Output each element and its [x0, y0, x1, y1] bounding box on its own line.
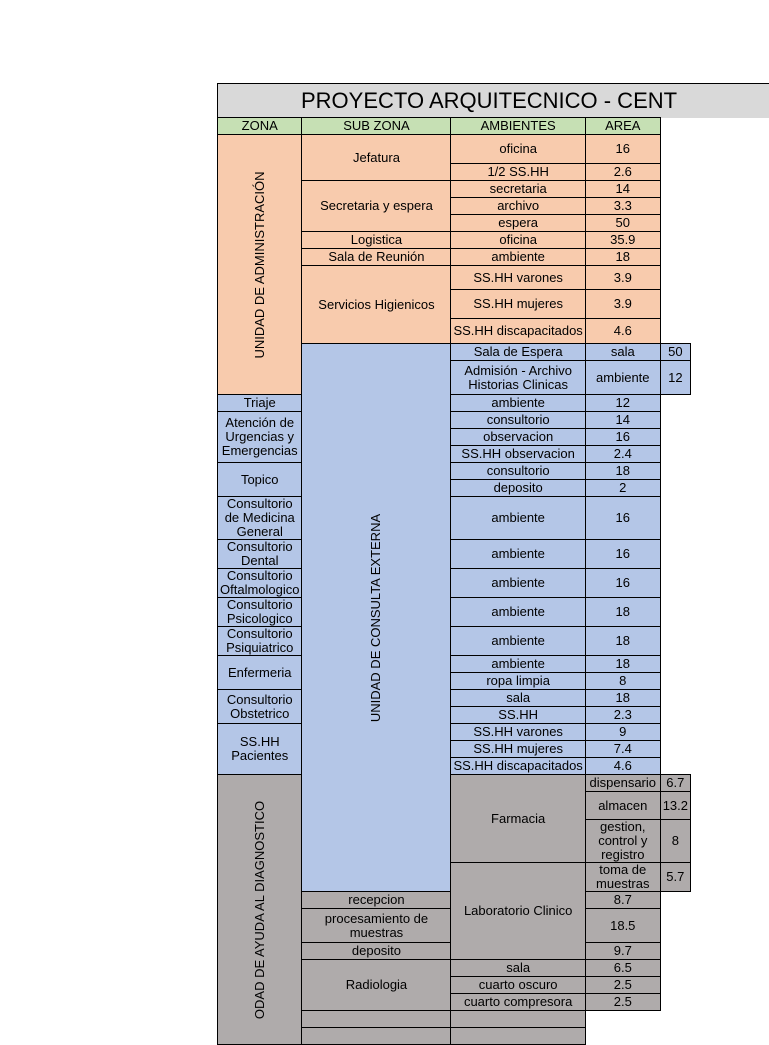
sub-zone-cell: Servicios Higienicos [302, 266, 451, 344]
zone-cell [218, 775, 302, 1045]
zone-cell [218, 135, 302, 395]
sub-zone-cell: Consultorio de Medicina General [218, 497, 302, 540]
sub-zone-cell: Consultorio Dental [218, 540, 302, 569]
ambiente-cell: SS.HH mujeres [451, 741, 585, 758]
area-cell: 4.6 [585, 319, 660, 344]
sub-zone-cell: Sala de Reunión [302, 249, 451, 266]
table-row [218, 569, 691, 598]
area-cell: 2.3 [585, 707, 660, 724]
ambiente-cell: sala [451, 690, 585, 707]
ambiente-cell: SS.HH discapacitados [451, 319, 585, 344]
sub-zone-cell: SS.HH Pacientes [218, 724, 302, 775]
table-row [218, 395, 691, 412]
table-row [218, 627, 691, 656]
ambiente-cell: 1/2 SS.HH [451, 164, 585, 181]
area-cell: 6.5 [585, 960, 660, 977]
areas-table [217, 117, 691, 1045]
ambiente-cell: gestion, control y registro [585, 820, 660, 863]
sub-zone-cell: Triaje [218, 395, 302, 412]
sub-zone-cell: Admisión - Archivo Historias Clinicas [451, 361, 585, 395]
area-cell: 18.5 [585, 909, 660, 943]
ambiente-cell: oficina [451, 135, 585, 164]
ambiente-cell [302, 1011, 451, 1028]
table-row [218, 690, 691, 707]
ambiente-cell: SS.HH varones [451, 266, 585, 290]
ambiente-cell: consultorio [451, 412, 585, 429]
ambiente-cell: oficina [451, 232, 585, 249]
area-cell: 18 [585, 598, 660, 627]
area-cell: 2.5 [585, 977, 660, 994]
zone-label: UNIDAD DE ADMINISTRACIÓN [251, 170, 267, 359]
area-cell: 13.2 [660, 792, 690, 820]
area-cell: 16 [585, 540, 660, 569]
area-cell: 9 [585, 724, 660, 741]
table-row [218, 463, 691, 480]
sub-zone-cell: Enfermeria [218, 656, 302, 690]
table-row [218, 775, 691, 792]
table-row [218, 497, 691, 540]
sub-zone-cell: Laboratorio Clinico [451, 863, 585, 960]
header-row [218, 118, 691, 135]
sub-zone-cell: Jefatura [302, 135, 451, 181]
ambiente-cell: sala [451, 960, 585, 977]
header-area: AREA [585, 118, 660, 135]
ambiente-cell: toma de muestras [585, 863, 660, 892]
ambiente-cell: ambiente [451, 395, 585, 412]
area-cell: 16 [585, 569, 660, 598]
area-cell: 12 [585, 395, 660, 412]
sub-zone-cell: Consultorio Psiquiatrico [218, 627, 302, 656]
zone-cell [302, 344, 451, 892]
ambiente-cell: ambiente [585, 361, 660, 395]
sub-zone-cell: Radiologia [302, 960, 451, 1011]
table-row [218, 135, 691, 164]
table-row [218, 598, 691, 627]
ambiente-cell: procesamiento de muestras [302, 909, 451, 943]
ambiente-cell: ambiente [451, 598, 585, 627]
ambiente-cell: SS.HH [451, 707, 585, 724]
area-cell: 16 [585, 135, 660, 164]
ambiente-cell: SS.HH discapacitados [451, 758, 585, 775]
zone-label: ODAD DE AYUDA AL DIAGNOSTICO [251, 800, 267, 1019]
ambiente-cell: ambiente [451, 497, 585, 540]
sub-zone-cell: Consultorio Oftalmologico [218, 569, 302, 598]
area-cell: 14 [585, 412, 660, 429]
area-cell: 4.6 [585, 758, 660, 775]
ambiente-cell: deposito [302, 943, 451, 960]
header-ambientes: AMBIENTES [451, 118, 585, 135]
header-sub-zona: SUB ZONA [302, 118, 451, 135]
sub-zone-cell: Topico [218, 463, 302, 497]
ambiente-cell: recepcion [302, 892, 451, 909]
zone-label: UNIDAD DE CONSULTA EXTERNA [368, 513, 384, 722]
table-row [218, 412, 691, 429]
area-cell: 3.9 [585, 266, 660, 290]
ambiente-cell: ambiente [451, 540, 585, 569]
area-cell [451, 1028, 585, 1045]
ambiente-cell: secretaria [451, 181, 585, 198]
area-cell: 16 [585, 497, 660, 540]
area-cell: 8.7 [585, 892, 660, 909]
ambiente-cell: archivo [451, 198, 585, 215]
ambiente-cell: cuarto compresora [451, 994, 585, 1011]
ambiente-cell: ropa limpia [451, 673, 585, 690]
spreadsheet-area [217, 83, 691, 1019]
area-cell: 18 [585, 627, 660, 656]
area-cell: 2 [585, 480, 660, 497]
area-cell: 50 [585, 215, 660, 232]
table-row [218, 724, 691, 741]
area-cell: 7.4 [585, 741, 660, 758]
table-row [218, 656, 691, 673]
table-body [218, 135, 691, 1045]
ambiente-cell: sala [585, 344, 660, 361]
ambiente-cell: deposito [451, 480, 585, 497]
area-cell: 8 [660, 820, 690, 863]
ambiente-cell: consultorio [451, 463, 585, 480]
ambiente-cell: ambiente [451, 249, 585, 266]
ambiente-cell [302, 1028, 451, 1045]
area-cell: 3.9 [585, 290, 660, 319]
ambiente-cell: SS.HH observacion [451, 446, 585, 463]
area-cell: 18 [585, 690, 660, 707]
ambiente-cell: dispensario [585, 775, 660, 792]
ambiente-cell: espera [451, 215, 585, 232]
area-cell: 12 [660, 361, 690, 395]
ambiente-cell: ambiente [451, 656, 585, 673]
sub-zone-cell: Consultorio Psicologico [218, 598, 302, 627]
ambiente-cell: ambiente [451, 569, 585, 598]
ambiente-cell: SS.HH varones [451, 724, 585, 741]
sheet-title: PROYECTO ARQUITECNICO - CENT [301, 88, 678, 113]
ambiente-cell: observacion [451, 429, 585, 446]
area-cell: 50 [660, 344, 690, 361]
header-zona: ZONA [218, 118, 302, 135]
area-cell: 35.9 [585, 232, 660, 249]
ambiente-cell: ambiente [451, 627, 585, 656]
ambiente-cell: almacen [585, 792, 660, 820]
sub-zone-cell: Sala de Espera [451, 344, 585, 361]
sub-zone-cell: Logistica [302, 232, 451, 249]
area-cell: 2.4 [585, 446, 660, 463]
area-cell: 8 [585, 673, 660, 690]
area-cell: 14 [585, 181, 660, 198]
area-cell: 6.7 [660, 775, 690, 792]
area-cell [451, 1011, 585, 1028]
sub-zone-cell: Farmacia [451, 775, 585, 863]
area-cell: 18 [585, 656, 660, 673]
area-cell: 18 [585, 463, 660, 480]
area-cell: 9.7 [585, 943, 660, 960]
area-cell: 5.7 [660, 863, 690, 892]
table-row [218, 540, 691, 569]
sub-zone-cell: Atención de Urgencias y Emergencias [218, 412, 302, 463]
ambiente-cell: SS.HH mujeres [451, 290, 585, 319]
sub-zone-cell: Consultorio Obstetrico [218, 690, 302, 724]
sub-zone-cell: Secretaria y espera [302, 181, 451, 232]
area-cell: 2.5 [585, 994, 660, 1011]
area-cell: 18 [585, 249, 660, 266]
area-cell: 3.3 [585, 198, 660, 215]
area-cell: 2.6 [585, 164, 660, 181]
area-cell: 16 [585, 429, 660, 446]
ambiente-cell: cuarto oscuro [451, 977, 585, 994]
